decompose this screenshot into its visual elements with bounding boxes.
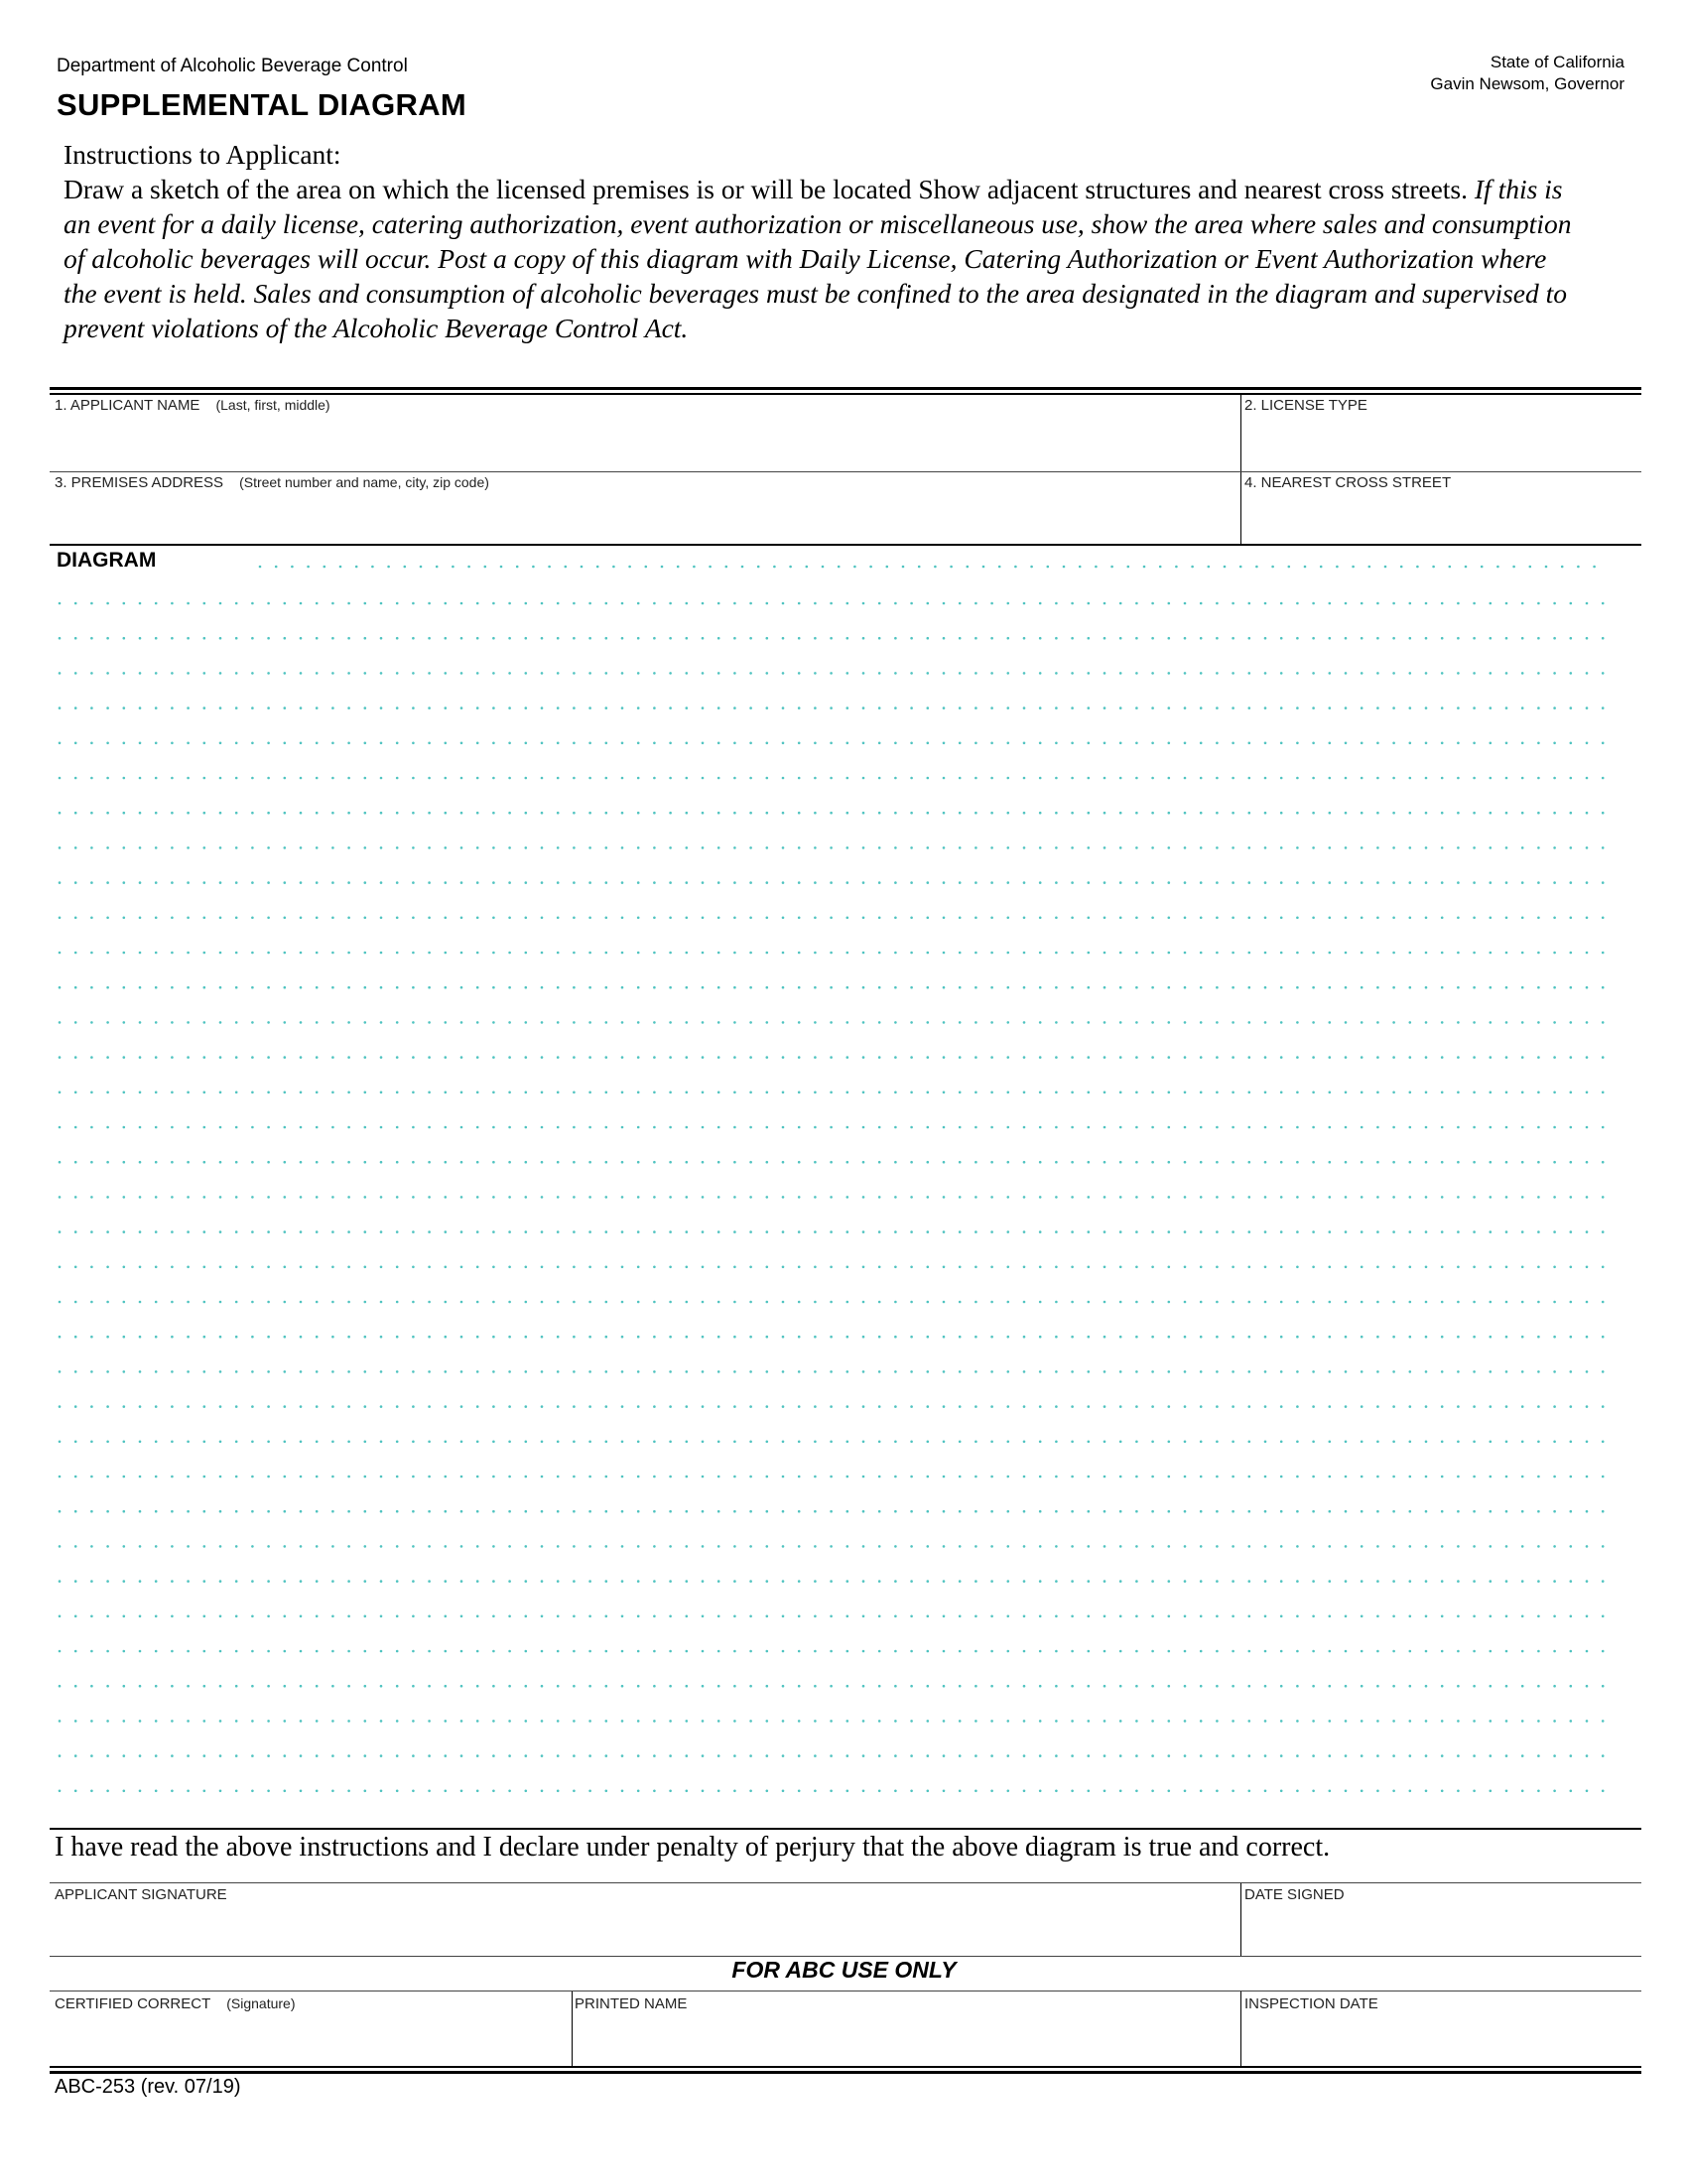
applicant-name-label: 1. APPLICANT NAME (Last, first, middle)	[55, 397, 330, 414]
date-signed-label: DATE SIGNED	[1244, 1886, 1345, 1903]
certified-correct-label: CERTIFIED CORRECT (Signature)	[55, 1995, 296, 2012]
diagram-label: DIAGRAM	[57, 549, 157, 572]
premises-address-label: 3. PREMISES ADDRESS (Street number and name, city, zip code)	[55, 474, 489, 491]
instructions-heading: Instructions to Applicant:	[64, 139, 341, 170]
bottom-double-rule-2	[50, 2071, 1641, 2074]
abc-divider-1	[572, 1991, 573, 2066]
applicant-signature-label: APPLICANT SIGNATURE	[55, 1886, 227, 1903]
license-type-label: 2. LICENSE TYPE	[1244, 397, 1367, 414]
state-name: State of California	[1490, 53, 1624, 71]
applicant-name-hint: (Last, first, middle)	[215, 397, 330, 413]
form-title: SUPPLEMENTAL DIAGRAM	[57, 87, 467, 122]
printed-name-input[interactable]	[577, 2016, 1235, 2062]
premises-address-hint: (Street number and name, city, zip code)	[239, 474, 489, 490]
diagram-bottom-rule	[50, 1828, 1641, 1830]
form-number: ABC-253 (rev. 07/19)	[55, 2076, 241, 2098]
inspection-date-input[interactable]	[1246, 2016, 1637, 2062]
inspection-date-label: INSPECTION DATE	[1244, 1995, 1378, 2012]
applicant-signature-input[interactable]	[58, 1907, 1233, 1955]
bottom-double-rule-1	[50, 2066, 1641, 2068]
date-signed-input[interactable]	[1246, 1907, 1637, 1955]
cross-street-label: 4. NEAREST CROSS STREET	[1244, 474, 1452, 491]
printed-name-label: PRINTED NAME	[575, 1995, 688, 2012]
certified-correct-hint: (Signature)	[226, 1995, 296, 2011]
governor-name: Gavin Newsom, Governor	[1430, 74, 1624, 93]
signature-divider	[1240, 1883, 1241, 1956]
instructions-italic-text: If this is an event for a daily license, catering authorization, event authorization or miscellaneous use, show the area where sales and consumption of alcoholic beverages will occur. Post a copy of this diagram with Daily License, Catering Authorization or Event Authorization where the event is held. Sales and consumption of alcoholic beverages must be confined to the area designated in the diagram and supervised to prevent violations of the Alcoholic Beverage Control Act.	[64, 174, 1572, 343]
abc-use-heading: FOR ABC USE ONLY	[731, 1957, 957, 1983]
declaration-bottom-rule	[50, 1882, 1641, 1883]
instructions-plain-text: Draw a sketch of the area on which the licensed premises is or will be located Show adjacent structures and nearest cross streets.	[64, 174, 1475, 204]
declaration-text: I have read the above instructions and I declare under penalty of perjury that the above diagram is true and correct.	[55, 1832, 1331, 1863]
abc-divider-2	[1240, 1991, 1241, 2066]
certified-correct-input[interactable]	[58, 2016, 568, 2062]
department-name: Department of Alcoholic Beverage Control	[57, 56, 408, 76]
